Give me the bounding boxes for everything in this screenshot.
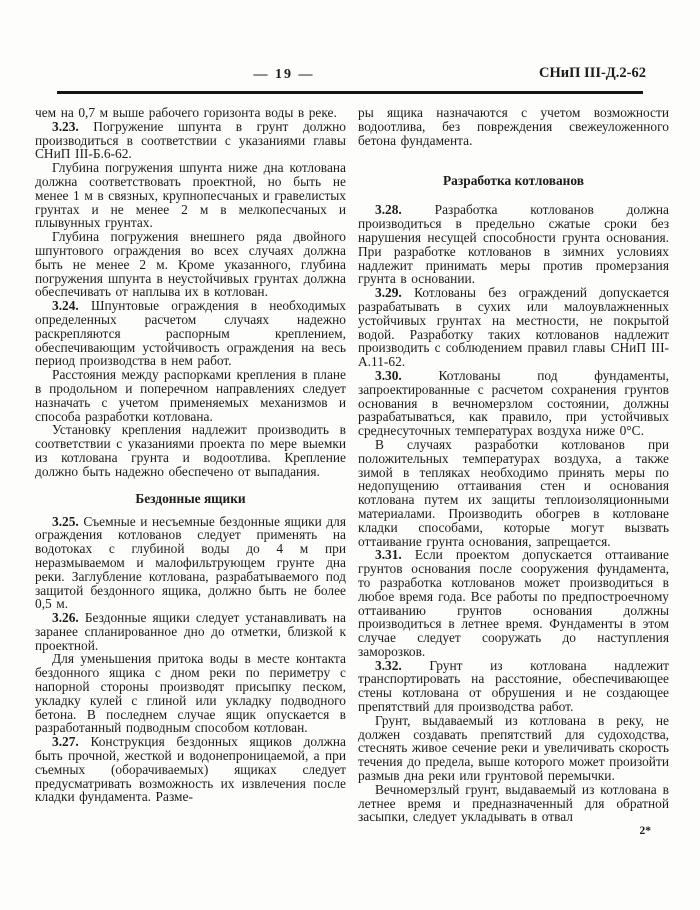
body-paragraph: Грунт, выдаваемый из котлована в реку, не должен создавать препятствий для судоходства, стеснять живое сечение реки и увеличивать скорость течения до предела, выше которого может произойти размыв дна реки или грунтовой перемычки. (358, 712, 669, 784)
clause-paragraph: 3.28. Разработка котлованов должна производиться в предельно сжатые сроки без нарушения несущей способности грунта основания. При разработке котлованов в зимних условиях надлежит принимать меры против промерзания грунта в основании. (358, 202, 669, 287)
clause-number: 3.24. (52, 298, 79, 314)
section-heading: Разработка котлованов (443, 173, 584, 189)
clause-number: 3.32. (375, 657, 402, 673)
clause-paragraph: 3.31. Если проектом допускается оттаивание грунтов основания после сооружения фундамента, то разработка котлованов может производиться в любое время года. Все работы по предпостроечному оттаиванию грунтов основания должны производиться в летнее время. Фундаменты в этом случае следует сооружать до наступления заморозков. (358, 547, 669, 659)
body-paragraph: чем на 0,7 м выше рабочего горизонта воды в реке. (35, 105, 337, 120)
clause-number: 3.29. (375, 285, 402, 301)
body-paragraph: Расстояния между распорками крепления в плане в продольном и поперечном направлениях следует назначать с учетом применяемых механизмов и способа разработки котлована. (35, 367, 346, 424)
printers-signature-mark: 2* (639, 825, 651, 838)
header-rule (57, 91, 643, 94)
body-paragraph: Глубина погружения внешнего ряда двойного шпунтового ограждения во всех случаях должна быть не менее 2 м. Кроме указанного, глубина погружения шпунта в неустойчивых грунтах должна обеспечивать от наплыва их в котлован. (35, 229, 346, 300)
clause-number: 3.31. (375, 547, 402, 563)
section-heading: Бездонные ящики (135, 490, 246, 506)
clause-number: 3.28. (375, 202, 402, 218)
clause-paragraph: 3.27. Конструкция бездонных ящиков должна быть прочной, жесткой и водонепроницаемой, а при съемных (оборачиваемых) ящиках следует предусматривать возможность их извлечения после кладки фундамента. Разме- (35, 734, 346, 805)
clause-number: 3.25. (52, 513, 79, 529)
clause-paragraph: 3.29. Котлованы без ограждений допускается разрабатывать в сухих или малоувлажненных устойчивых грунтах на местности, не покрытой водой. Разработку таких котлованов надлежит производить с соблюдением правил главы СНиП III-А.11-62. (358, 285, 669, 370)
clause-number: 3.26. (52, 610, 79, 626)
document-code: СНиП III-Д.2-62 (539, 65, 646, 81)
clause-paragraph: 3.32. Грунт из котлована надлежит транспортировать на расстояние, обеспечивающее стены котлована от обрушения и не создающее препятствий для производства работ. (358, 657, 669, 715)
clause-number: 3.27. (52, 734, 79, 750)
body-paragraph: Для уменьшения притока воды в месте контакта бездонного ящика с дном реки по периметру с напорной стороны производят присыпку песком, укладку кулей с глиной или укладку подводного бетона. В последнем случае ящик опускается в разработанный подводным способом котлован. (35, 651, 346, 736)
clause-paragraph: 3.23. Погружение шпунта в грунт должно производиться в соответствии с указаниями главы СНиП III-Б.6-62. (35, 118, 346, 162)
clause-paragraph: 3.24. Шпунтовые ограждения в необходимых определенных расчетом случаях надежно раскрепляются распорным креплением, обеспечивающим устойчивость ограждения на весь период производства в нем работ. (35, 298, 346, 369)
clause-paragraph: 3.25. Съемные и несъемные бездонные ящики для ограждения котлованов следует применять на водотоках с глубиной воды до 4 м при неразмываемом и малофильтрующем грунте дна реки. Заглубление котлована, разрабатываемого под защитой бездонного ящика, должно быть не более 0,5 м. (35, 513, 346, 612)
body-paragraph: ры ящика назначаются с учетом возможности водоотлива, без повреждения свежеуложенного бетона фундамента. (358, 105, 669, 148)
body-paragraph: В случаях разработки котлованов при положительных температурах воздуха, а также зимой в тепляках необходимо принять меры по недопущению оттаивания стен и основания котлована путем их защиты теплоизоляционными материалами. Производить обогрев в котловане кладки способами, которые могут вызвать оттаивание грунта основания, запрещается. (358, 436, 669, 549)
clause-number: 3.30. (375, 367, 402, 383)
body-paragraph: Установку крепления надлежит производить в соответствии с указаниями проекта по мере выемки из котлована грунта и водоотлива. Крепление должно быть надежно обеспечено от выпадания. (35, 422, 346, 479)
body-paragraph: Глубина погружения шпунта ниже дна котлована должна соответствовать проектной, но быть не менее 1 м в связных, крупнопесчаных и гравелистых грунтах и не менее 2 м в мелкопесчаных и плывунных грунтах. (35, 160, 346, 231)
body-paragraph: Вечномерзлый грунт, выдаваемый из котлована в летнее время и предназначенный для обратной засыпки, следует укладывать в отвал (358, 781, 669, 825)
two-column-text-area (35, 106, 669, 837)
left-text-column (35, 106, 346, 837)
clause-paragraph: 3.26. Бездонные ящики следует устанавливать на заранее спланированное дно до отметки, близкой к проектной. (35, 610, 346, 653)
clause-paragraph: 3.30. Котлованы под фундаменты, запроектированные с расчетом сохранения грунтов основания в вечномерзлом состоянии, должны разрабатываться, как правило, при устойчивых среднесуточных температурах воздуха ниже 0°С. (358, 367, 669, 439)
right-text-column (358, 106, 669, 837)
clause-number: 3.23. (52, 118, 79, 134)
page-number: — 19 — (253, 67, 315, 82)
